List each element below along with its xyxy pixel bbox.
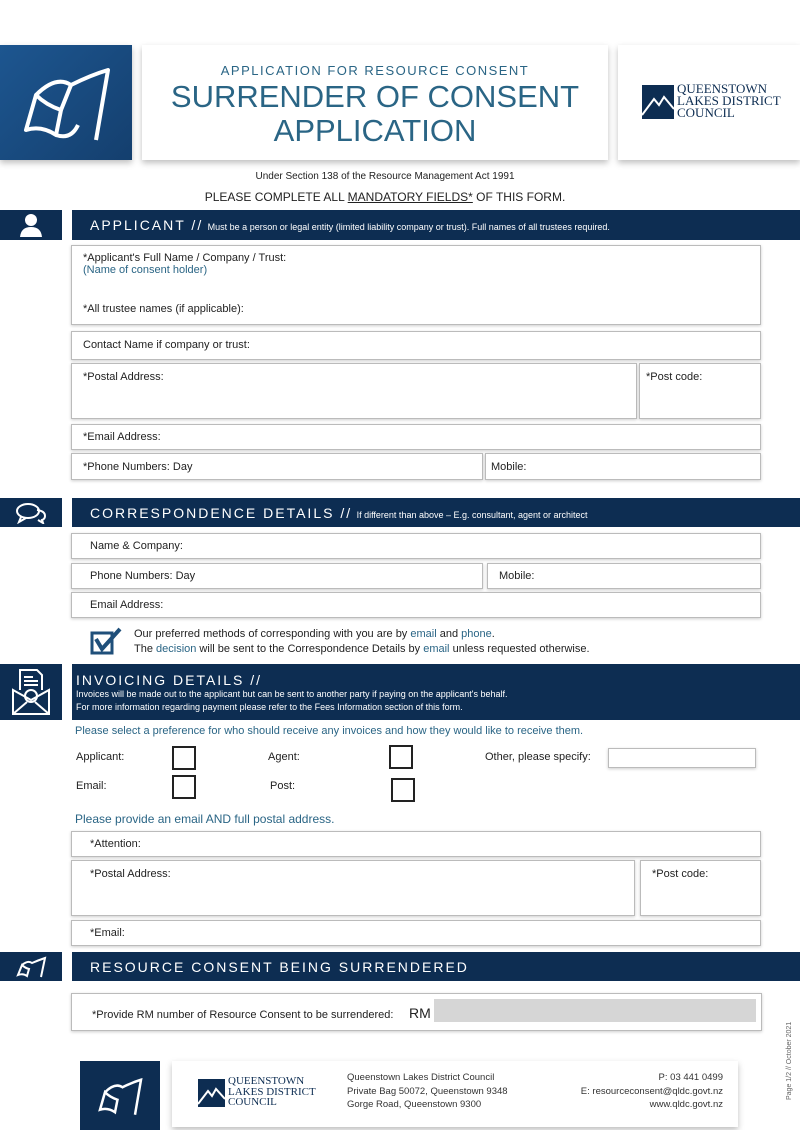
field-label: *Postal Address: [83, 371, 164, 383]
addr-line: Gorge Road, Queenstown 9300 [347, 1099, 482, 1110]
email-option-label: Email: [76, 780, 107, 792]
org-line: LAKES DISTRICT [677, 93, 781, 108]
other-specify-input[interactable] [608, 748, 756, 768]
flag-icon [16, 55, 116, 150]
field-label: Mobile: [499, 570, 535, 582]
section-note: Must be a person or legal entity (limited liability company or trust). Full names of all trustees required. [207, 222, 610, 232]
other-option-label: Other, please specify: [485, 751, 591, 763]
agent-option-label: Agent: [268, 751, 300, 763]
mountain-logo-icon [198, 1079, 225, 1107]
label: *Applicant's Full Name / Company / Trust: [83, 252, 287, 264]
field-label: Mobile: [491, 461, 527, 473]
invoice-postcode-field[interactable] [640, 860, 761, 916]
org-line: COUNCIL [228, 1096, 277, 1108]
rm-label: *Provide RM number of Resource Consent to be surrendered: [92, 1009, 394, 1021]
chat-icon [0, 498, 62, 527]
field-label: *Postal Address: [90, 868, 171, 880]
t: email [423, 643, 450, 655]
instr-text: PLEASE COMPLETE ALL [204, 190, 348, 204]
flag-icon [0, 952, 62, 981]
footer-logo-block [80, 1061, 160, 1130]
addr-line: Queenstown Lakes District Council [347, 1072, 495, 1083]
t: unless requested otherwise. [449, 643, 590, 655]
contact-name-field[interactable] [71, 331, 761, 360]
instr-text: OF THIS FORM. [472, 190, 566, 204]
org-line: QUEENSTOWN [228, 1075, 305, 1087]
t: The [134, 643, 157, 655]
mandatory-fields-link[interactable]: MANDATORY FIELDS* [347, 190, 473, 204]
person-icon [0, 210, 62, 240]
field-label: Contact Name if company or trust: [83, 339, 250, 351]
council-name [677, 83, 781, 119]
t: . [491, 628, 495, 640]
label-sub: (Name of consent holder) [83, 264, 208, 276]
t: decision [156, 643, 197, 655]
invoicing-section-header [72, 664, 800, 720]
corr-phone-field[interactable] [71, 563, 483, 589]
field-label: Email Address: [90, 599, 164, 611]
post-checkbox[interactable] [391, 778, 415, 802]
checked-box-icon [90, 627, 122, 660]
name-company-field[interactable] [71, 533, 761, 559]
footer-card [172, 1061, 738, 1127]
correspondence-preference-note [134, 627, 590, 657]
email-link[interactable]: E: resourceconsent@qldc.govt.nz [580, 1085, 723, 1097]
field-label [83, 252, 286, 276]
field-label: Phone Numbers: Day [90, 570, 196, 582]
field-label: *Post code: [646, 371, 703, 383]
email-checkbox[interactable] [172, 775, 196, 799]
surrender-section-header [72, 952, 800, 981]
section-title: APPLICANT // [90, 217, 204, 233]
postcode-field[interactable] [639, 363, 761, 419]
corr-mobile-field[interactable] [487, 563, 761, 589]
field-label: *Email: [90, 927, 125, 939]
invoice-envelope-icon [0, 664, 62, 720]
attention-field[interactable] [71, 831, 761, 857]
t: Our preferred methods of corresponding with you are by [134, 628, 411, 640]
instructions [0, 190, 770, 204]
pref-line [134, 627, 590, 642]
form-title [142, 80, 608, 148]
section-note: Invoices will be made out to the applicant but can be sent to another party if paying on the applicant's behalf. [76, 689, 508, 699]
field-label: *Phone Numbers: Day [83, 461, 193, 473]
footer-council-name [228, 1076, 316, 1108]
section-title: RESOURCE CONSENT BEING SURRENDERED [90, 959, 469, 975]
website-link[interactable]: www.qldc.govt.nz [649, 1099, 723, 1110]
applicant-checkbox[interactable] [172, 746, 196, 770]
postal-address-field[interactable] [71, 363, 637, 419]
footer-address [347, 1071, 508, 1112]
agent-checkbox[interactable] [389, 745, 413, 769]
invoice-email-field[interactable] [71, 920, 761, 946]
title-line-2: APPLICATION [273, 113, 477, 148]
applicant-option-label: Applicant: [76, 751, 125, 763]
header-logo-block [0, 45, 132, 160]
invoice-postal-field[interactable] [71, 860, 635, 916]
invoice-preference-prompt: Please select a preference for who should receive any invoices and how they would like to receive them. [75, 725, 584, 737]
title-card [142, 45, 608, 160]
section-note: For more information regarding payment please refer to the Fees Information section of this form. [76, 702, 463, 712]
applicant-section-header [72, 210, 800, 240]
t: phone [461, 628, 492, 640]
page-number: Page 1/2 // October 2021 [786, 1021, 793, 1100]
phone: P: 03 441 0499 [658, 1072, 723, 1083]
t: email [410, 628, 437, 640]
mobile-field[interactable] [485, 453, 761, 480]
field-label: *Email Address: [83, 431, 161, 443]
rm-number-row [71, 993, 762, 1031]
council-logo-card [618, 45, 800, 160]
correspondence-section-header [72, 498, 800, 527]
act-reference: Under Section 138 of the Resource Management Act 1991 [255, 171, 515, 182]
field-label: Name & Company: [90, 540, 183, 552]
trustees-label: *All trustee names (if applicable): [83, 303, 244, 315]
footer-contact [581, 1071, 723, 1112]
rm-prefix: RM [409, 1005, 431, 1021]
org-line: COUNCIL [677, 105, 735, 120]
phone-day-field[interactable] [71, 453, 483, 480]
post-option-label: Post: [270, 780, 296, 792]
t: will be sent to the Correspondence Details by [196, 643, 424, 655]
corr-email-field[interactable] [71, 592, 761, 618]
field-label: *Post code: [652, 868, 709, 880]
rm-number-input[interactable] [434, 999, 756, 1022]
org-line: QUEENSTOWN [677, 81, 768, 96]
email-field[interactable] [71, 424, 761, 450]
decision-line [134, 642, 590, 657]
t: and [436, 628, 462, 640]
mountain-logo-icon [642, 85, 674, 119]
field-label: *Attention: [90, 838, 141, 850]
title-line-1: SURRENDER OF CONSENT [170, 79, 580, 114]
section-title: CORRESPONDENCE DETAILS // [90, 505, 353, 521]
flag-icon [95, 1072, 145, 1120]
addr-line: Private Bag 50072, Queenstown 9348 [347, 1085, 508, 1097]
section-note: If different than above – E.g. consultant, agent or architect [356, 510, 588, 520]
form-kicker: APPLICATION FOR RESOURCE CONSENT [220, 63, 530, 78]
applicant-name-field[interactable] [71, 245, 761, 325]
section-title: INVOICING DETAILS // [76, 672, 262, 688]
provide-address-prompt: Please provide an email AND full postal address. [75, 812, 335, 826]
org-line: LAKES DISTRICT [228, 1085, 316, 1098]
